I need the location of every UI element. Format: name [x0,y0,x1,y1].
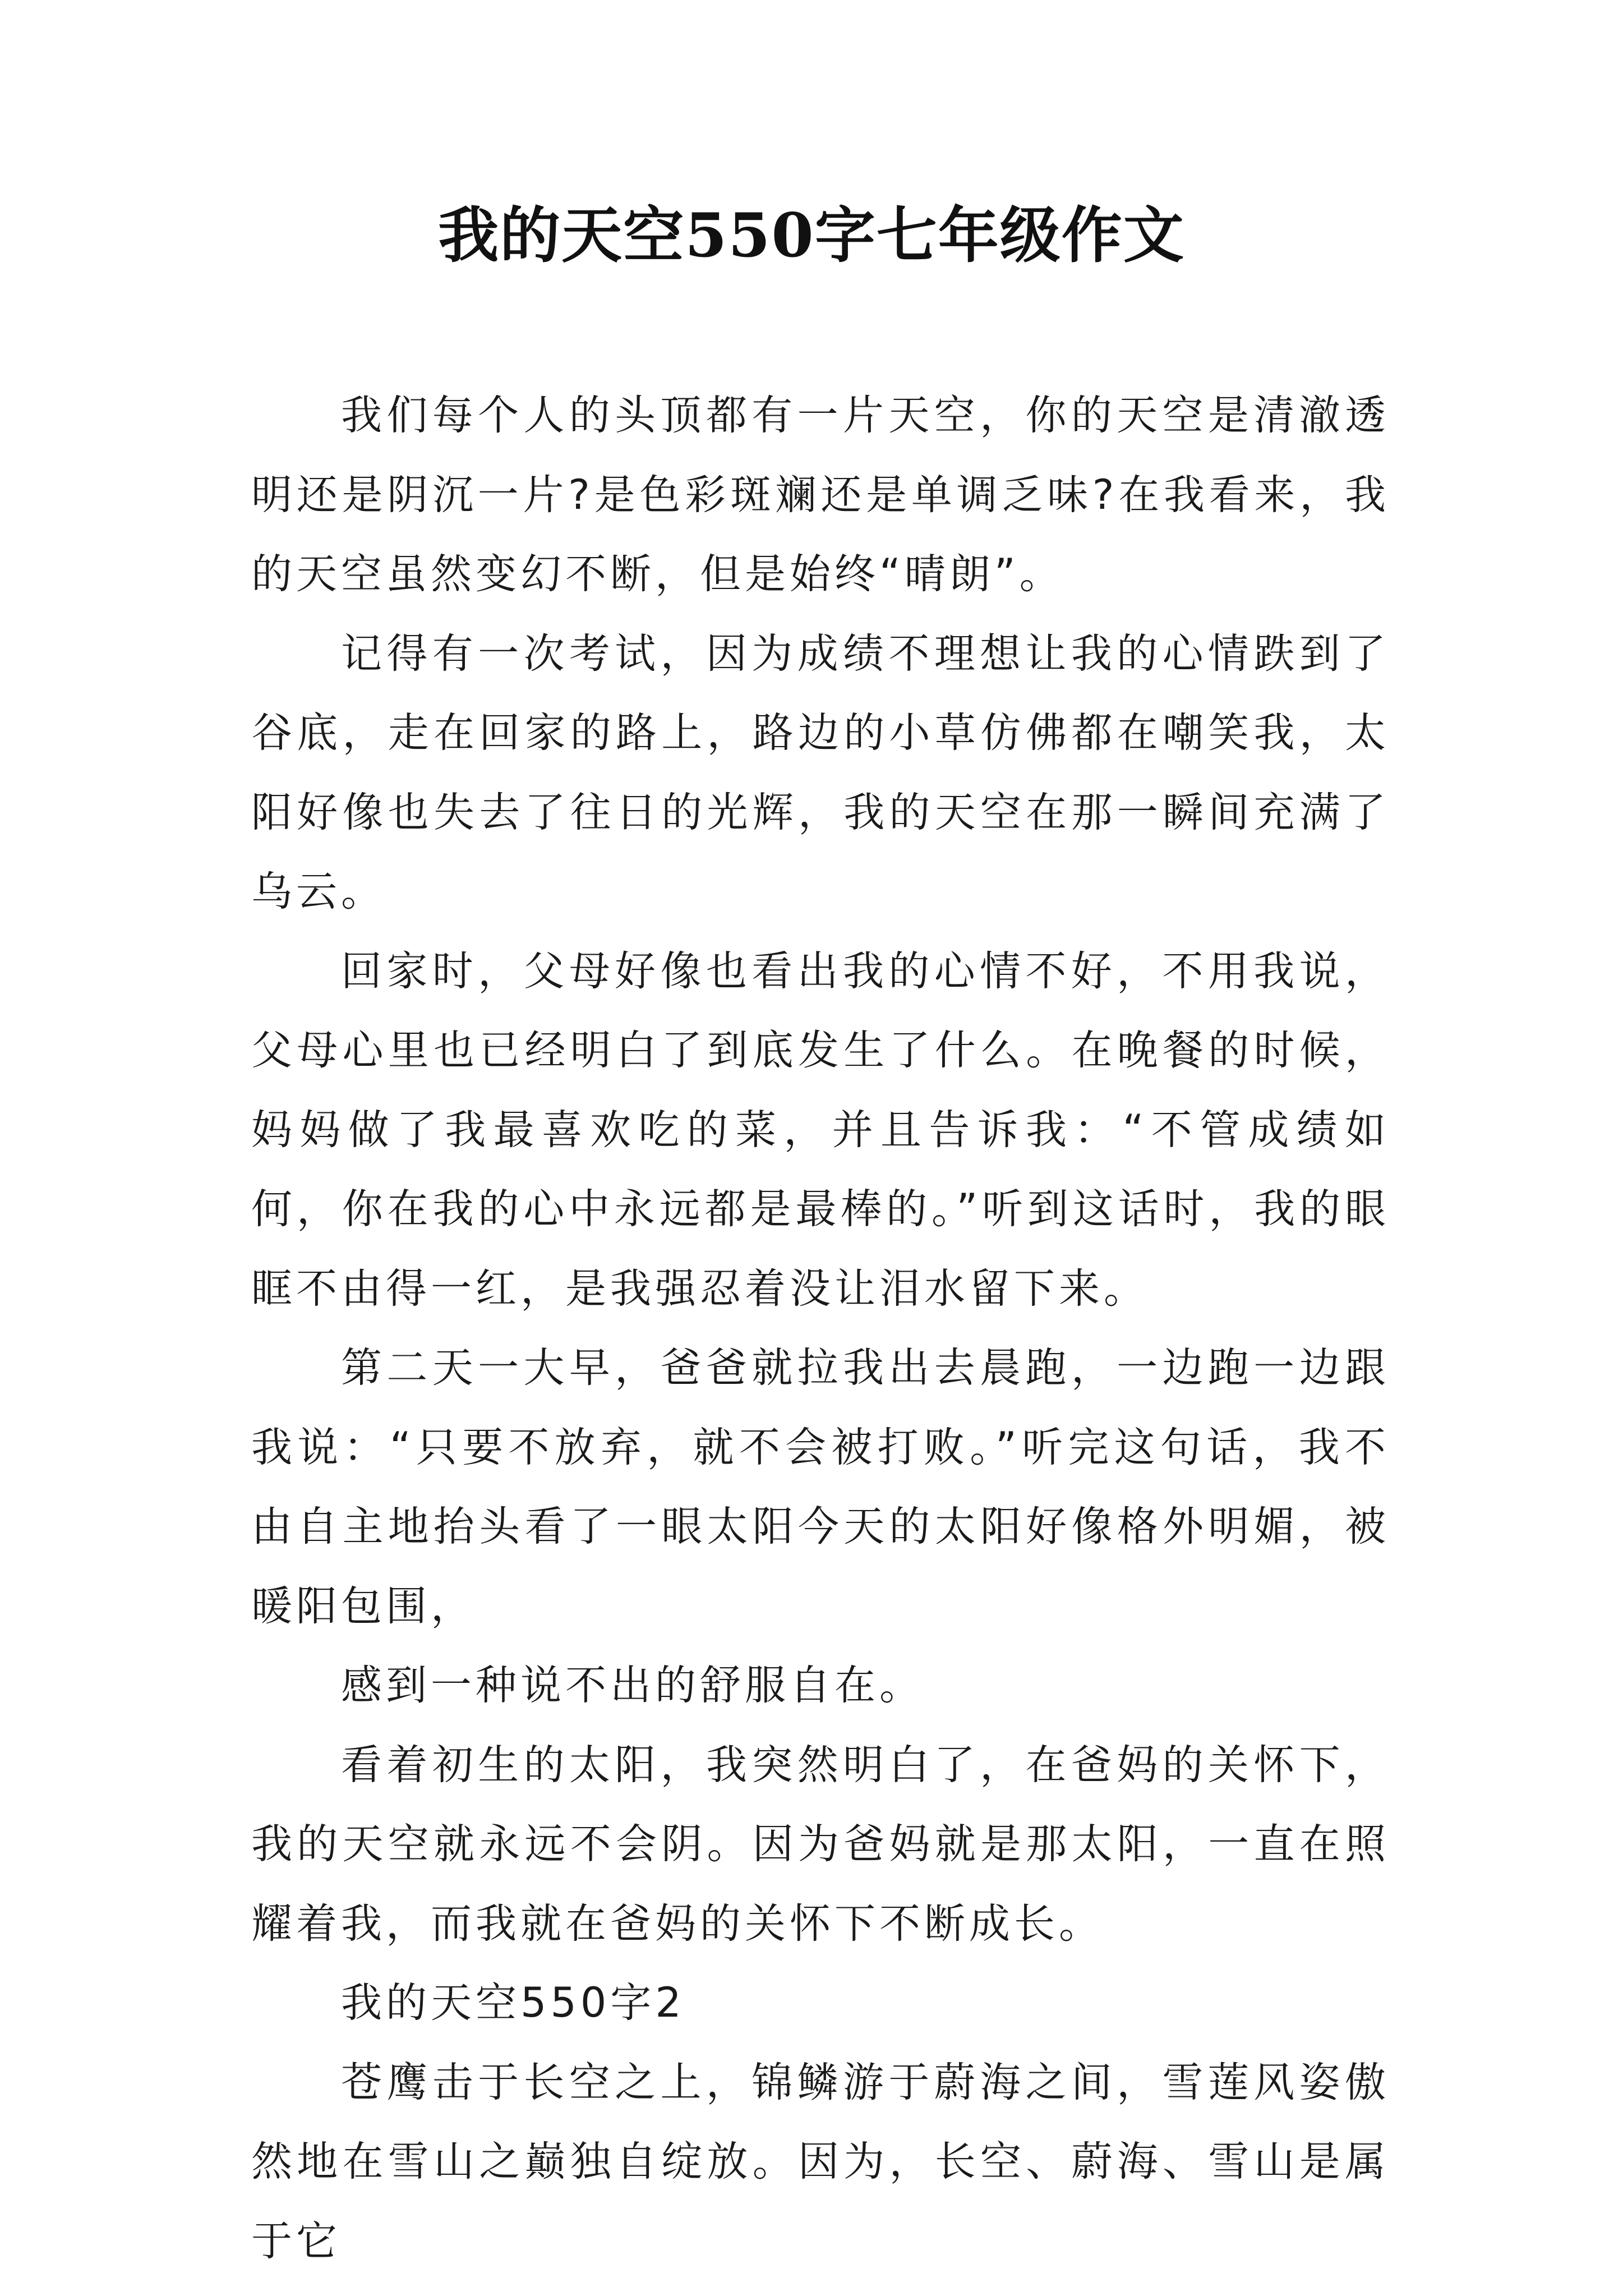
document-title: 我的天空550字七年级作文 [438,200,1185,271]
paragraph: 记得有一次考试，因为成绩不理想让我的心情跌到了谷底，走在回家的路上，路边的小草仿佛都在嘲笑我，太阳好像也失去了往日的光辉，我的天空在那一瞬间充满了乌云。 [251,629,1390,915]
paragraph: 苍鹰击于长空之上，锦鳞游于蔚海之间，雪莲风姿傲然地在雪山之巅独自绽放。因为，长空、蔚海、雪山是属于它 [251,2058,1390,2265]
document-body [251,376,1390,2281]
paragraph: 第二天一大早，爸爸就拉我出去晨跑，一边跑一边跟我说：“只要不放弃，就不会被打败。”听完这句话，我不由自主地抬头看了一眼太阳今天的太阳好像格外明媚，被暖阳包围， [251,1344,1390,1630]
section-heading: 我的天空550字2 [341,1979,685,2027]
paragraph: 看着初生的太阳，我突然明白了，在爸妈的关怀下，我的天空就永远不会阴。因为爸妈就是那太阳，一直在照耀着我，而我就在爸妈的关怀下不断成长。 [251,1741,1390,1948]
paragraph: 我们每个人的头顶都有一片天空，你的天空是清澈透明还是阴沉一片?是色彩斑斓还是单调乏味?在我看来，我的天空虽然变幻不断，但是始终“晴朗”。 [251,392,1390,598]
paragraph: 回家时，父母好像也看出我的心情不好，不用我说，父母心里也已经明白了到底发生了什么。在晚餐的时候，妈妈做了我最喜欢吃的菜，并且告诉我：“不管成绩如何，你在我的心中永远都是最棒的。”听到这话时，我的眼眶不由得一红，是我强忍着没让泪水留下来。 [251,947,1390,1313]
paragraph: 感到一种说不出的舒服自在。 [341,1662,924,1709]
